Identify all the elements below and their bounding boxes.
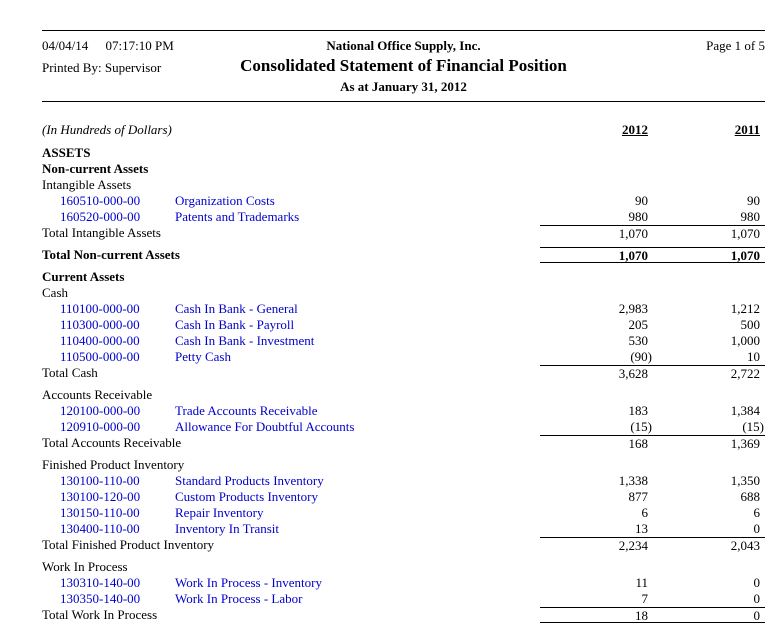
account-label <box>42 505 540 521</box>
account-number-link[interactable]: 130100-110-00 <box>60 473 140 488</box>
value-2012: 18 <box>540 607 658 623</box>
row-label: Finished Product Inventory <box>42 457 185 472</box>
row-label: Total Finished Product Inventory <box>42 537 215 552</box>
value-2012: 3,628 <box>540 365 658 381</box>
account-number-link[interactable]: 110400-000-00 <box>60 333 140 348</box>
value-2012 <box>540 285 658 301</box>
account-number-link[interactable]: 110100-000-00 <box>60 301 140 316</box>
account-label <box>42 193 540 209</box>
account-number-link[interactable]: 120100-000-00 <box>60 403 141 418</box>
account-row <box>42 301 765 317</box>
account-label <box>42 349 540 365</box>
value-2011: 0 <box>753 591 760 606</box>
account-row <box>42 349 765 365</box>
account-label <box>42 591 540 607</box>
column-header-2012: 2012 <box>622 122 648 137</box>
account-description-link[interactable]: Cash In Bank - Investment <box>175 333 315 348</box>
account-label <box>42 419 540 435</box>
report-date: 04/04/14 <box>42 38 89 53</box>
row-label: Total Cash <box>42 365 98 380</box>
value-2011: 1,070 <box>658 225 765 241</box>
account-label <box>42 317 540 333</box>
total-row <box>42 365 765 381</box>
value-2011 <box>658 559 765 575</box>
value-2011: 688 <box>740 489 760 504</box>
account-row <box>42 473 765 489</box>
report-title: Consolidated Statement of Financial Position <box>240 56 567 75</box>
group-row <box>42 177 765 193</box>
value-2012: (90) <box>630 349 652 364</box>
account-label <box>42 301 540 317</box>
value-2011: 1,384 <box>730 403 760 418</box>
account-label <box>42 473 540 489</box>
value-2011: 1,070 <box>658 247 765 263</box>
column-header-2011: 2011 <box>734 122 760 137</box>
account-description-link[interactable]: Allowance For Doubtful Accounts <box>175 419 355 434</box>
account-row <box>42 209 765 225</box>
printed-by-label: Printed By: Supervisor <box>42 60 162 75</box>
row-label: Current Assets <box>42 269 125 284</box>
total-row <box>42 607 765 623</box>
account-row <box>42 575 765 591</box>
account-row <box>42 333 765 349</box>
value-2012: 1,070 <box>540 225 658 241</box>
value-2012 <box>540 161 658 177</box>
value-2012: 6 <box>641 505 648 520</box>
account-row <box>42 317 765 333</box>
row-label: Total Accounts Receivable <box>42 435 182 450</box>
report-subtitle: As at January 31, 2012 <box>340 79 467 94</box>
company-name: National Office Supply, Inc. <box>326 38 481 53</box>
value-2012: 2,234 <box>540 537 658 553</box>
account-label <box>42 575 540 591</box>
units-label: (In Hundreds of Dollars) <box>42 122 172 137</box>
account-description-link[interactable]: Work In Process - Labor <box>175 591 303 606</box>
account-number-link[interactable]: 130100-120-00 <box>60 489 141 504</box>
value-2011 <box>658 457 765 473</box>
value-2011: 1,350 <box>730 473 760 488</box>
account-label <box>42 209 540 225</box>
account-description-link[interactable]: Petty Cash <box>175 349 231 364</box>
row-label: Total Work In Process <box>42 607 158 622</box>
value-2011: 10 <box>747 349 760 364</box>
account-row <box>42 505 765 521</box>
value-2011: (15) <box>742 419 764 434</box>
grand-total-row <box>42 247 765 263</box>
value-2012: (15) <box>630 419 652 434</box>
account-number-link[interactable]: 130400-110-00 <box>60 521 140 536</box>
value-2011: 2,722 <box>658 365 765 381</box>
value-2011: 2,043 <box>658 537 765 553</box>
total-row <box>42 435 765 451</box>
value-2012 <box>540 145 658 161</box>
value-2012: 1,338 <box>618 473 648 488</box>
value-2012: 2,983 <box>618 301 648 316</box>
header-bottom-rule <box>42 101 765 102</box>
report-time: 07:17:10 PM <box>105 38 174 53</box>
account-number-link[interactable]: 130310-140-00 <box>60 575 141 590</box>
row-label: Intangible Assets <box>42 177 132 192</box>
row-label: ASSETS <box>42 145 91 160</box>
total-row <box>42 537 765 553</box>
account-description-link[interactable]: Cash In Bank - Payroll <box>175 317 295 332</box>
column-header-row <box>42 122 765 138</box>
group-row <box>42 387 765 403</box>
report-header <box>42 31 765 101</box>
value-2011: 90 <box>747 193 760 208</box>
account-row <box>42 591 765 607</box>
value-2012: 11 <box>635 575 648 590</box>
account-description-link[interactable]: Standard Products Inventory <box>175 473 324 488</box>
account-number-link[interactable]: 120910-000-00 <box>60 419 141 434</box>
value-2012: 205 <box>628 317 648 332</box>
value-2011: 980 <box>740 209 760 224</box>
total-row <box>42 225 765 241</box>
value-2011: 0 <box>658 607 765 623</box>
row-label: Non-current Assets <box>42 161 149 176</box>
value-2011 <box>658 269 765 285</box>
account-label <box>42 521 540 537</box>
value-2012: 7 <box>641 591 648 606</box>
group-row <box>42 457 765 473</box>
value-2011: 6 <box>753 505 760 520</box>
account-description-link[interactable]: Work In Process - Inventory <box>175 575 322 590</box>
account-row <box>42 419 765 435</box>
account-number-link[interactable]: 160510-000-00 <box>60 193 141 208</box>
account-label <box>42 403 540 419</box>
account-number-link[interactable]: 130150-110-00 <box>60 505 140 520</box>
value-2011: 500 <box>740 317 760 332</box>
value-2012: 877 <box>628 489 648 504</box>
account-description-link[interactable]: Organization Costs <box>175 193 275 208</box>
value-2011: 0 <box>753 575 760 590</box>
account-row <box>42 403 765 419</box>
value-2011 <box>658 177 765 193</box>
account-number-link[interactable]: 160520-000-00 <box>60 209 141 224</box>
value-2012 <box>540 559 658 575</box>
section-row <box>42 161 765 177</box>
account-description-link[interactable]: Custom Products Inventory <box>175 489 318 504</box>
report-rows <box>42 145 765 623</box>
value-2011 <box>658 145 765 161</box>
value-2011 <box>658 161 765 177</box>
account-row <box>42 521 765 537</box>
row-label: Cash <box>42 285 68 300</box>
group-row <box>42 559 765 575</box>
account-label <box>42 333 540 349</box>
value-2012 <box>540 457 658 473</box>
account-row <box>42 193 765 209</box>
account-description-link[interactable]: Repair Inventory <box>175 505 264 520</box>
account-description-link[interactable]: Trade Accounts Receivable <box>175 403 318 418</box>
value-2012: 980 <box>628 209 648 224</box>
row-label: Total Intangible Assets <box>42 225 161 240</box>
value-2011 <box>658 387 765 403</box>
value-2012 <box>540 269 658 285</box>
section-row <box>42 269 765 285</box>
value-2012 <box>540 177 658 193</box>
page-indicator: Page 1 of 5 <box>706 38 765 53</box>
account-description-link[interactable]: Cash In Bank - General <box>175 301 298 316</box>
value-2012: 1,070 <box>540 247 658 263</box>
value-2012: 168 <box>540 435 658 451</box>
group-row <box>42 285 765 301</box>
value-2011: 1,000 <box>730 333 760 348</box>
value-2011 <box>658 285 765 301</box>
value-2012: 183 <box>628 403 648 418</box>
value-2011: 0 <box>753 521 760 536</box>
row-label: Total Non-current Assets <box>42 247 180 262</box>
value-2012 <box>540 387 658 403</box>
datetime-line <box>42 38 174 54</box>
value-2011: 1,369 <box>658 435 765 451</box>
account-description-link[interactable]: Patents and Trademarks <box>175 209 300 224</box>
value-2012: 530 <box>628 333 648 348</box>
value-2012: 90 <box>635 193 648 208</box>
account-description-link[interactable]: Inventory In Transit <box>175 521 279 536</box>
header-left-block <box>42 38 174 76</box>
account-row <box>42 489 765 505</box>
account-number-link[interactable]: 130350-140-00 <box>60 591 141 606</box>
account-label <box>42 489 540 505</box>
value-2012: 13 <box>635 521 648 536</box>
row-label: Accounts Receivable <box>42 387 153 402</box>
section-row <box>42 145 765 161</box>
value-2011: 1,212 <box>730 301 760 316</box>
account-number-link[interactable]: 110300-000-00 <box>60 317 140 332</box>
account-number-link[interactable]: 110500-000-00 <box>60 349 140 364</box>
row-label: Work In Process <box>42 559 128 574</box>
